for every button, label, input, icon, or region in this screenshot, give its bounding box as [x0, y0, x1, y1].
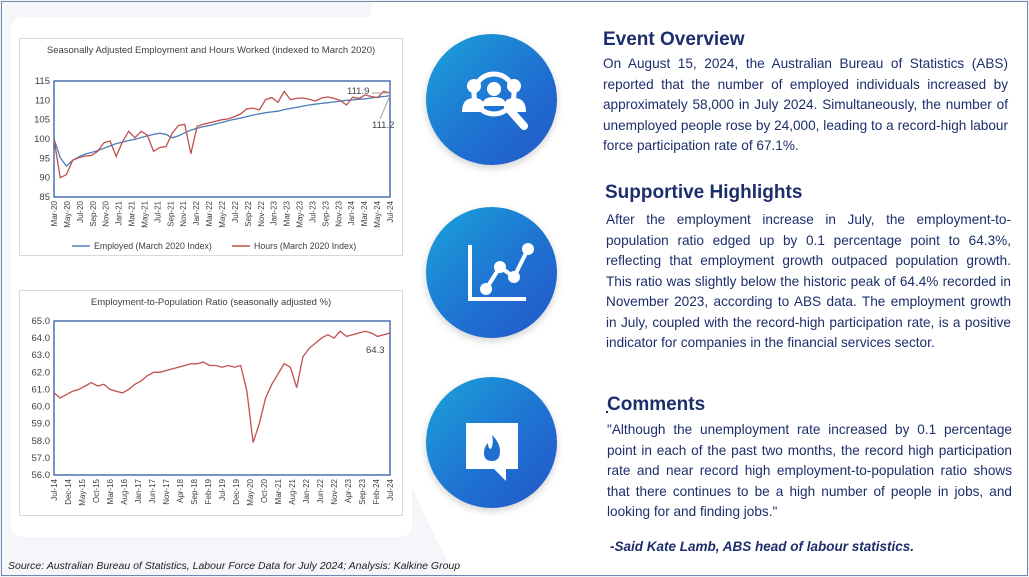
- fire-chat-icon: [426, 377, 557, 508]
- x-tick-label: Jul-21: [153, 201, 163, 223]
- comments-icon-circle: [426, 377, 557, 508]
- x-tick-label: Sep-18: [190, 479, 199, 505]
- highlights-text: After the employment increase in July, the employment-to-population ratio edged up by 0.1 percentage point to 64.3%, reflecting that employment growth outpaced population growth. This ratio was slightly below the historic peak of 64.4% recorded in November 2023, according to ABS data. The employment growth in July, coupled with the record-high participation rate, is a positive indicator for companies in the financial services sector.: [606, 212, 1011, 350]
- chart2-svg: [20, 291, 402, 515]
- x-tick-label: Jul-14: [50, 479, 59, 501]
- series-line-0: [54, 331, 390, 442]
- comments-quote: "Although the unemployment rate increased by 0.1 percentage point in each of the past two months, the record high participation rate and near record high employment-to-population ratio shows that there continues to be a high number of people in jobs, and looking for and finding jobs.": [607, 422, 1012, 519]
- x-tick-label: Apr-18: [176, 479, 185, 504]
- employment-hours-chart: [19, 38, 403, 256]
- x-tick-label: Dec-14: [64, 479, 73, 505]
- x-tick-label: Mar-21: [274, 479, 283, 505]
- x-tick-label: Oct-20: [260, 479, 269, 504]
- legend-label: Hours (March 2020 Index): [254, 241, 357, 251]
- x-tick-label: Jan-22: [302, 479, 311, 504]
- y-tick-label: 62.0: [31, 367, 50, 379]
- x-tick-label: Apr-23: [344, 479, 353, 504]
- chart2-title: Employment-to-Population Ratio (seasonally adjusted %): [90, 297, 332, 308]
- emp-pop-ratio-chart: [19, 290, 403, 516]
- chart1-svg: [20, 39, 402, 255]
- chart1-title: Seasonally Adjusted Employment and Hours Worked (indexed to March 2020): [46, 45, 376, 56]
- annotation-employed: 111.2: [372, 120, 395, 131]
- infographic-frame: [1, 1, 1028, 576]
- x-tick-label: Sep-20: [88, 201, 98, 227]
- x-tick-label: Jul-20: [75, 201, 85, 223]
- x-tick-label: Aug-21: [288, 479, 297, 505]
- x-tick-label: May-24: [373, 201, 383, 228]
- x-tick-label: Jan-23: [269, 201, 279, 226]
- quote-author: -Said Kate Lamb, ABS head of labour statistics.: [610, 539, 915, 554]
- x-tick-label: Sep-22: [243, 201, 253, 227]
- x-tick-label: Jul-23: [308, 201, 318, 223]
- x-tick-label: Mar-16: [106, 479, 115, 505]
- annotation-leader: [380, 96, 390, 119]
- x-tick-label: Nov-22: [256, 201, 266, 227]
- x-tick-label: Jul-19: [218, 479, 227, 501]
- y-tick-label: 57.0: [31, 452, 50, 464]
- line-chart-icon: [426, 207, 557, 338]
- x-tick-label: May-21: [140, 201, 150, 228]
- x-tick-label: Nov-23: [334, 201, 344, 227]
- x-tick-label: Jul-24: [386, 479, 395, 501]
- x-tick-label: May-15: [78, 479, 87, 506]
- y-tick-label: 63.0: [31, 350, 50, 362]
- overview-heading: Event Overview: [603, 29, 745, 50]
- y-tick-label: 56.0: [31, 470, 50, 481]
- x-tick-label: Sep-23: [321, 201, 331, 227]
- series-line-0: [54, 96, 390, 166]
- x-tick-label: May-23: [295, 201, 305, 228]
- x-tick-label: Jul-22: [230, 201, 240, 223]
- plot-frame: [54, 321, 390, 475]
- y-tick-label: 64.0: [31, 333, 50, 345]
- x-tick-label: Jan-17: [134, 479, 143, 504]
- y-tick-label: 105: [34, 114, 50, 126]
- x-tick-label: Jun-17: [148, 479, 157, 504]
- y-tick-label: 61.0: [31, 384, 50, 396]
- x-tick-label: Feb-24: [372, 479, 381, 505]
- overview-text: On August 15, 2024, the Australian Bureau of Statistics (ABS) reported that the number of employed individuals increased by approximately 58,000 in July 2024. Simultaneously, the number of unemployed people rose by 24,000, leading to a record-high labour force participation rate of 67.1%.: [603, 56, 1008, 153]
- x-tick-label: Jun-22: [316, 479, 325, 504]
- x-tick-label: Nov-17: [162, 479, 171, 505]
- x-tick-label: Aug-16: [120, 479, 129, 505]
- x-tick-label: Nov-21: [179, 201, 189, 227]
- x-tick-label: Mar-22: [205, 201, 215, 227]
- comments-heading: Comments: [607, 394, 706, 415]
- y-tick-label: 100: [34, 134, 50, 145]
- y-tick-label: 58.0: [31, 435, 50, 447]
- y-tick-label: 65.0: [31, 316, 50, 327]
- x-tick-label: Jan-21: [114, 201, 124, 226]
- highlights-heading: Supportive Highlights: [605, 182, 803, 203]
- x-tick-label: Nov-20: [101, 201, 111, 227]
- annotation-hours: 111.9: [347, 86, 370, 97]
- x-tick-label: Mar-21: [127, 201, 137, 227]
- x-tick-label: Jan-22: [192, 201, 202, 226]
- highlights-icon-circle: [426, 207, 557, 338]
- people-search-icon: [426, 34, 557, 165]
- y-tick-label: 115: [34, 76, 50, 87]
- y-tick-label: 85: [39, 192, 50, 203]
- x-tick-label: Mar-23: [282, 201, 292, 227]
- y-tick-label: 110: [34, 95, 50, 107]
- x-tick-label: May-20: [246, 479, 255, 506]
- x-tick-label: Nov-22: [330, 479, 339, 505]
- x-tick-label: Feb-19: [204, 479, 213, 505]
- source-note: Source: Australian Bureau of Statistics, Labour Force Data for July 2024; Analysis: Kalkine Group: [8, 560, 461, 572]
- x-tick-label: May-20: [62, 201, 72, 228]
- legend-label: Employed (March 2020 Index): [94, 241, 212, 251]
- x-tick-label: Mar-24: [360, 201, 370, 227]
- x-tick-label: May-22: [218, 201, 227, 228]
- overview-icon-circle: [426, 34, 557, 165]
- x-tick-label: Mar-20: [50, 201, 59, 227]
- x-tick-label: Sep-21: [166, 201, 176, 227]
- plot-frame: [54, 81, 390, 197]
- annotation-ratio: 64.3: [366, 345, 385, 356]
- x-tick-label: Dec-19: [232, 479, 241, 505]
- y-tick-label: 90: [39, 172, 50, 184]
- x-tick-label: Sep-23: [358, 479, 367, 505]
- series-line-1: [54, 91, 390, 177]
- y-tick-label: 95: [39, 153, 50, 165]
- y-tick-label: 59.0: [31, 418, 50, 430]
- x-tick-label: Jan-24: [347, 201, 357, 226]
- y-tick-label: 60.0: [31, 401, 50, 413]
- x-tick-label: Jul-24: [386, 201, 395, 223]
- x-tick-label: Oct-15: [92, 479, 101, 504]
